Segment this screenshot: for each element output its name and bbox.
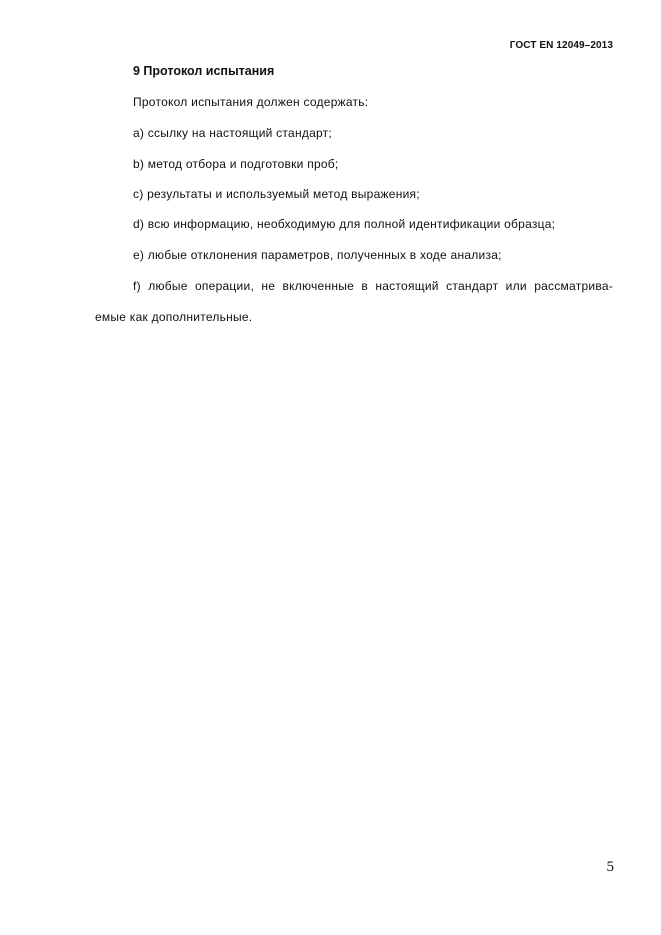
intro-paragraph: Протокол испытания должен содержать: xyxy=(133,95,369,109)
list-item-b: b) метод отбора и подготовки проб; xyxy=(133,157,339,171)
list-item-d: d) всю информацию, необходимую для полной идентификации образца; xyxy=(133,217,556,231)
list-item-e: e) любые отклонения параметров, полученных в ходе анализа; xyxy=(133,248,502,262)
section-title: 9 Протокол испытания xyxy=(133,64,275,78)
standard-code-header: ГОСТ EN 12049–2013 xyxy=(509,40,613,51)
list-item-a: а) ссылку на настоящий стандарт; xyxy=(133,126,333,140)
list-item-f: f) любые операции, не включенные в настоящий стандарт или рассматрива- xyxy=(133,279,613,293)
page-number: 5 xyxy=(606,859,614,875)
list-item-c: c) результаты и используемый метод выражения; xyxy=(133,187,420,201)
list-item-f-continuation: емые как дополнительные. xyxy=(95,310,253,324)
